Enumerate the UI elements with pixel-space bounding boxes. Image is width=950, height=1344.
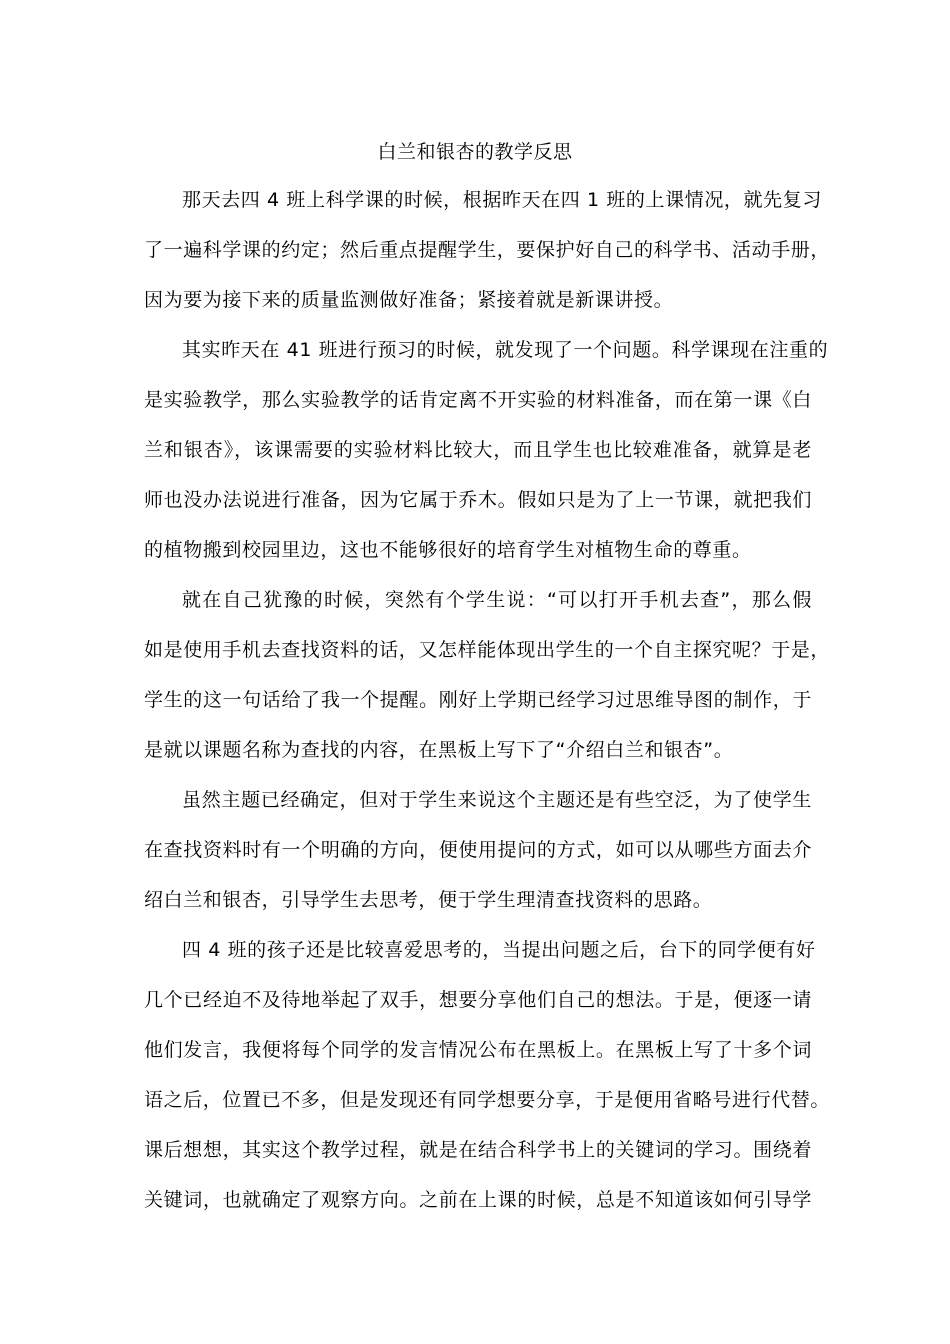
paragraph-4-line-2: 在查找资料时有一个明确的方向，便使用提问的方式，如可以从哪些方面去介	[144, 839, 812, 861]
paragraph-5-line-6: 关键词，也就确定了观察方向。之前在上课的时候，总是不知道该如何引导学	[144, 1189, 812, 1211]
paragraph-3-line-1: 就在自己犹豫的时候，突然有个学生说：“可以打开手机去查”，那么假	[182, 589, 812, 611]
paragraph-5-line-1: 四 4 班的孩子还是比较喜爱思考的，当提出问题之后，台下的同学便有好	[182, 939, 816, 961]
paragraph-2-line-1: 其实昨天在 41 班进行预习的时候，就发现了一个问题。科学课现在注重的	[182, 339, 829, 361]
paragraph-4-line-1: 虽然主题已经确定，但对于学生来说这个主题还是有些空泛，为了使学生	[182, 789, 812, 811]
paragraph-2-line-4: 师也没办法说进行准备，因为它属于乔木。假如只是为了上一节课，就把我们	[144, 489, 812, 511]
paragraph-3-line-4: 是就以课题名称为查找的内容，在黑板上写下了“介绍白兰和银杏”。	[144, 739, 734, 761]
paragraph-2-line-2: 是实验教学，那么实验教学的话肯定离不开实验的材料准备，而在第一课《白	[144, 389, 812, 411]
paragraph-1-line-1: 那天去四 4 班上科学课的时候，根据昨天在四 1 班的上课情况，就先复习	[182, 189, 822, 211]
paragraph-2-line-5: 的植物搬到校园里边，这也不能够很好的培育学生对植物生命的尊重。	[144, 539, 752, 561]
paragraph-2-line-3: 兰和银杏》，该课需要的实验材料比较大，而且学生也比较难准备，就算是老	[144, 439, 812, 461]
paragraph-4-line-3: 绍白兰和银杏，引导学生去思考，便于学生理清查找资料的思路。	[144, 889, 713, 911]
paragraph-5-line-2: 几个已经迫不及待地举起了双手，想要分享他们自己的想法。于是，便逐一请	[144, 989, 812, 1011]
paragraph-3-line-3: 学生的这一句话给了我一个提醒。刚好上学期已经学习过思维导图的制作，于	[144, 689, 812, 711]
paragraph-1-line-2: 了一遍科学课的约定；然后重点提醒学生，要保护好自己的科学书、活动手册，	[144, 239, 831, 261]
paragraph-5-line-5: 课后想想，其实这个教学过程，就是在结合科学书上的关键词的学习。围绕着	[144, 1139, 812, 1161]
paragraph-5-line-4: 语之后，位置已不多，但是发现还有同学想要分享，于是便用省略号进行代替。	[144, 1089, 831, 1111]
paragraph-3-line-2: 如是使用手机去查找资料的话，又怎样能体现出学生的一个自主探究呢？于是，	[144, 639, 831, 661]
paragraph-1-line-3: 因为要为接下来的质量监测做好准备；紧接着就是新课讲授。	[144, 289, 674, 311]
paragraph-5-line-3: 他们发言，我便将每个同学的发言情况公布在黑板上。在黑板上写了十多个词	[144, 1039, 812, 1061]
document-title: 白兰和银杏的教学反思	[377, 141, 573, 163]
